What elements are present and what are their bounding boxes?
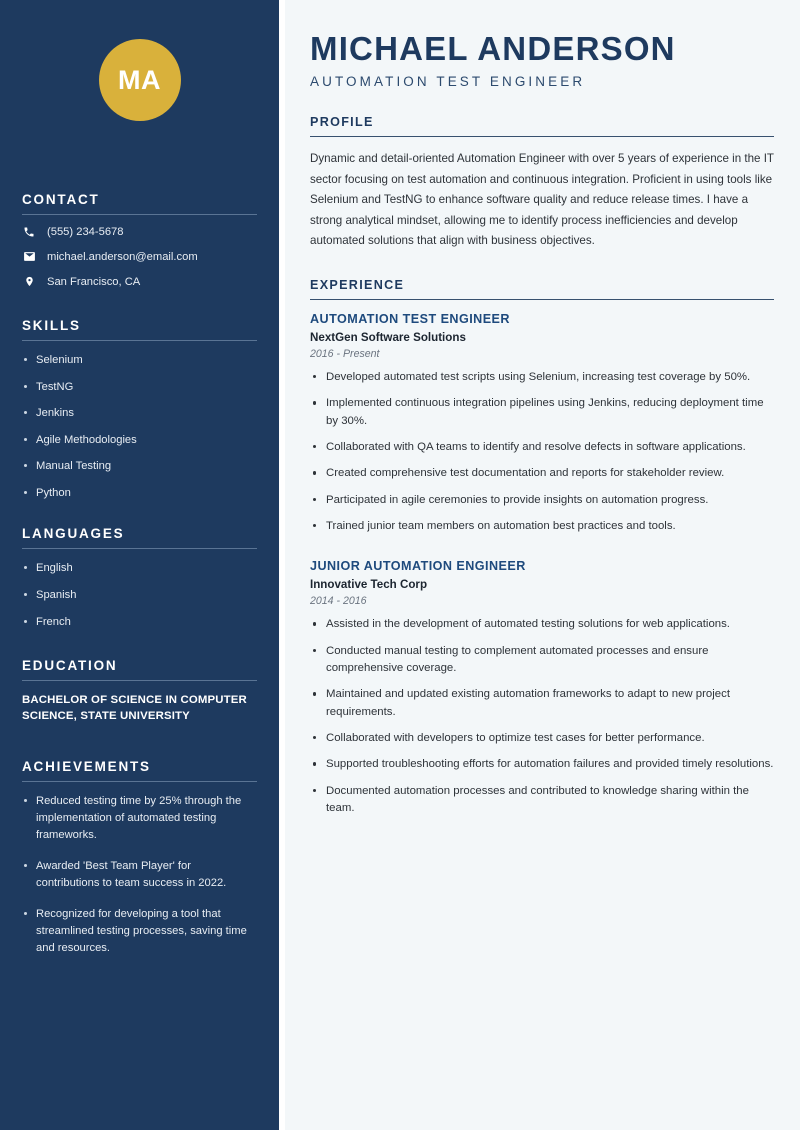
map-pin-icon: [22, 275, 36, 288]
contact-heading: CONTACT: [22, 192, 100, 207]
list-item: Documented automation processes and contributed to knowledge sharing within the team.: [310, 783, 774, 818]
profile-section: [310, 115, 774, 252]
list-item: Conducted manual testing to complement automated processes and ensure comprehensive coverage.: [310, 643, 774, 678]
experience-company: Innovative Tech Corp: [310, 578, 428, 592]
education-section: [22, 658, 257, 724]
list-item: French: [22, 614, 257, 631]
avatar: MA: [99, 39, 181, 121]
contact-value-phone: (555) 234-5678: [47, 226, 124, 238]
skills-heading: SKILLS: [22, 318, 81, 333]
list-item: Created comprehensive test documentation and reports for stakeholder review.: [310, 465, 774, 482]
list-item: Maintained and updated existing automation frameworks to adapt to new project requirements.: [310, 686, 774, 721]
achievements-section: [22, 759, 257, 957]
experience-title: JUNIOR AUTOMATION ENGINEER: [310, 559, 526, 574]
education-heading: EDUCATION: [22, 658, 118, 674]
contact-list: [22, 226, 257, 288]
list-item: Spanish: [22, 587, 257, 604]
achievements-list: [22, 793, 257, 957]
skills-section: [22, 318, 257, 501]
experience-company: NextGen Software Solutions: [310, 331, 466, 345]
profile-heading: PROFILE: [310, 114, 374, 129]
contact-item-phone[interactable]: [22, 226, 257, 238]
phone-icon: [22, 226, 36, 238]
achievements-divider: [22, 781, 257, 782]
list-item: Developed automated test scripts using Selenium, increasing test coverage by 50%.: [310, 369, 774, 386]
experience-title: AUTOMATION TEST ENGINEER: [310, 312, 510, 327]
list-item: Python: [22, 485, 257, 502]
list-item: Collaborated with QA teams to identify and resolve defects in software applications.: [310, 439, 774, 456]
list-item: Jenkins: [22, 405, 257, 422]
contact-section: [22, 192, 257, 288]
achievements-heading: ACHIEVEMENTS: [22, 758, 151, 774]
languages-section: [22, 526, 257, 630]
list-item: Manual Testing: [22, 458, 257, 475]
list-item: Agile Methodologies: [22, 432, 257, 449]
main-content: [285, 0, 800, 1130]
list-item: Collaborated with developers to optimize test cases for better performance.: [310, 730, 774, 747]
skills-divider: [22, 340, 257, 341]
experience-heading: EXPERIENCE: [310, 278, 405, 293]
experience-bullets: [310, 369, 774, 535]
list-item: Recognized for developing a tool that streamlined testing processes, saving time and resources.: [22, 906, 257, 957]
skills-list: [22, 352, 257, 501]
job-subtitle: AUTOMATION TEST ENGINEER: [310, 73, 586, 89]
experience-entry: [310, 559, 774, 817]
list-item: English: [22, 560, 257, 577]
profile-text: Dynamic and detail-oriented Automation Engineer with over 5 years of experience in the IT sector focusing on test automation and continuous integration. Proficient in using tools like Selenium and TestNG to enhance software quality and reduce release times. I have a strong analytical mindset, allowing me to identify process inefficiencies and develop automated solutions that align with business objectives.: [310, 151, 774, 248]
envelope-icon: [22, 250, 36, 263]
languages-divider: [22, 548, 257, 549]
experience-section: [310, 278, 774, 817]
contact-item-location[interactable]: [22, 275, 257, 288]
education-entry: BACHELOR OF SCIENCE IN COMPUTER SCIENCE, STATE UNIVERSITY: [22, 694, 247, 723]
experience-entry: [310, 312, 774, 535]
contact-value-location: San Francisco, CA: [47, 275, 141, 288]
list-item: Awarded 'Best Team Player' for contributions to team success in 2022.: [22, 858, 257, 892]
list-item: Participated in agile ceremonies to provide insights on automation progress.: [310, 492, 774, 509]
languages-heading: LANGUAGES: [22, 526, 125, 542]
list-item: Selenium: [22, 352, 257, 369]
contact-item-email[interactable]: [22, 250, 257, 263]
experience-dates: 2016 - Present: [310, 348, 380, 361]
avatar-container: [22, 0, 257, 121]
list-item: Supported troubleshooting efforts for automation failures and provided timely resolutions.: [310, 756, 774, 773]
profile-divider: [310, 136, 774, 137]
education-divider: [22, 680, 257, 681]
contact-divider: [22, 214, 257, 215]
page-title: MICHAEL ANDERSON: [310, 30, 676, 67]
list-item: TestNG: [22, 379, 257, 396]
languages-list: [22, 560, 257, 630]
contact-value-email: michael.anderson@email.com: [47, 250, 198, 263]
experience-dates: 2014 - 2016: [310, 595, 367, 608]
list-item: Reduced testing time by 25% through the implementation of automated testing frameworks.: [22, 793, 257, 844]
list-item: Assisted in the development of automated testing solutions for web applications.: [310, 616, 774, 633]
experience-divider: [310, 299, 774, 300]
list-item: Implemented continuous integration pipelines using Jenkins, reducing deployment time by 30%.: [310, 395, 774, 430]
experience-bullets: [310, 616, 774, 817]
sidebar: [0, 0, 279, 1130]
list-item: Trained junior team members on automation best practices and tools.: [310, 518, 774, 535]
